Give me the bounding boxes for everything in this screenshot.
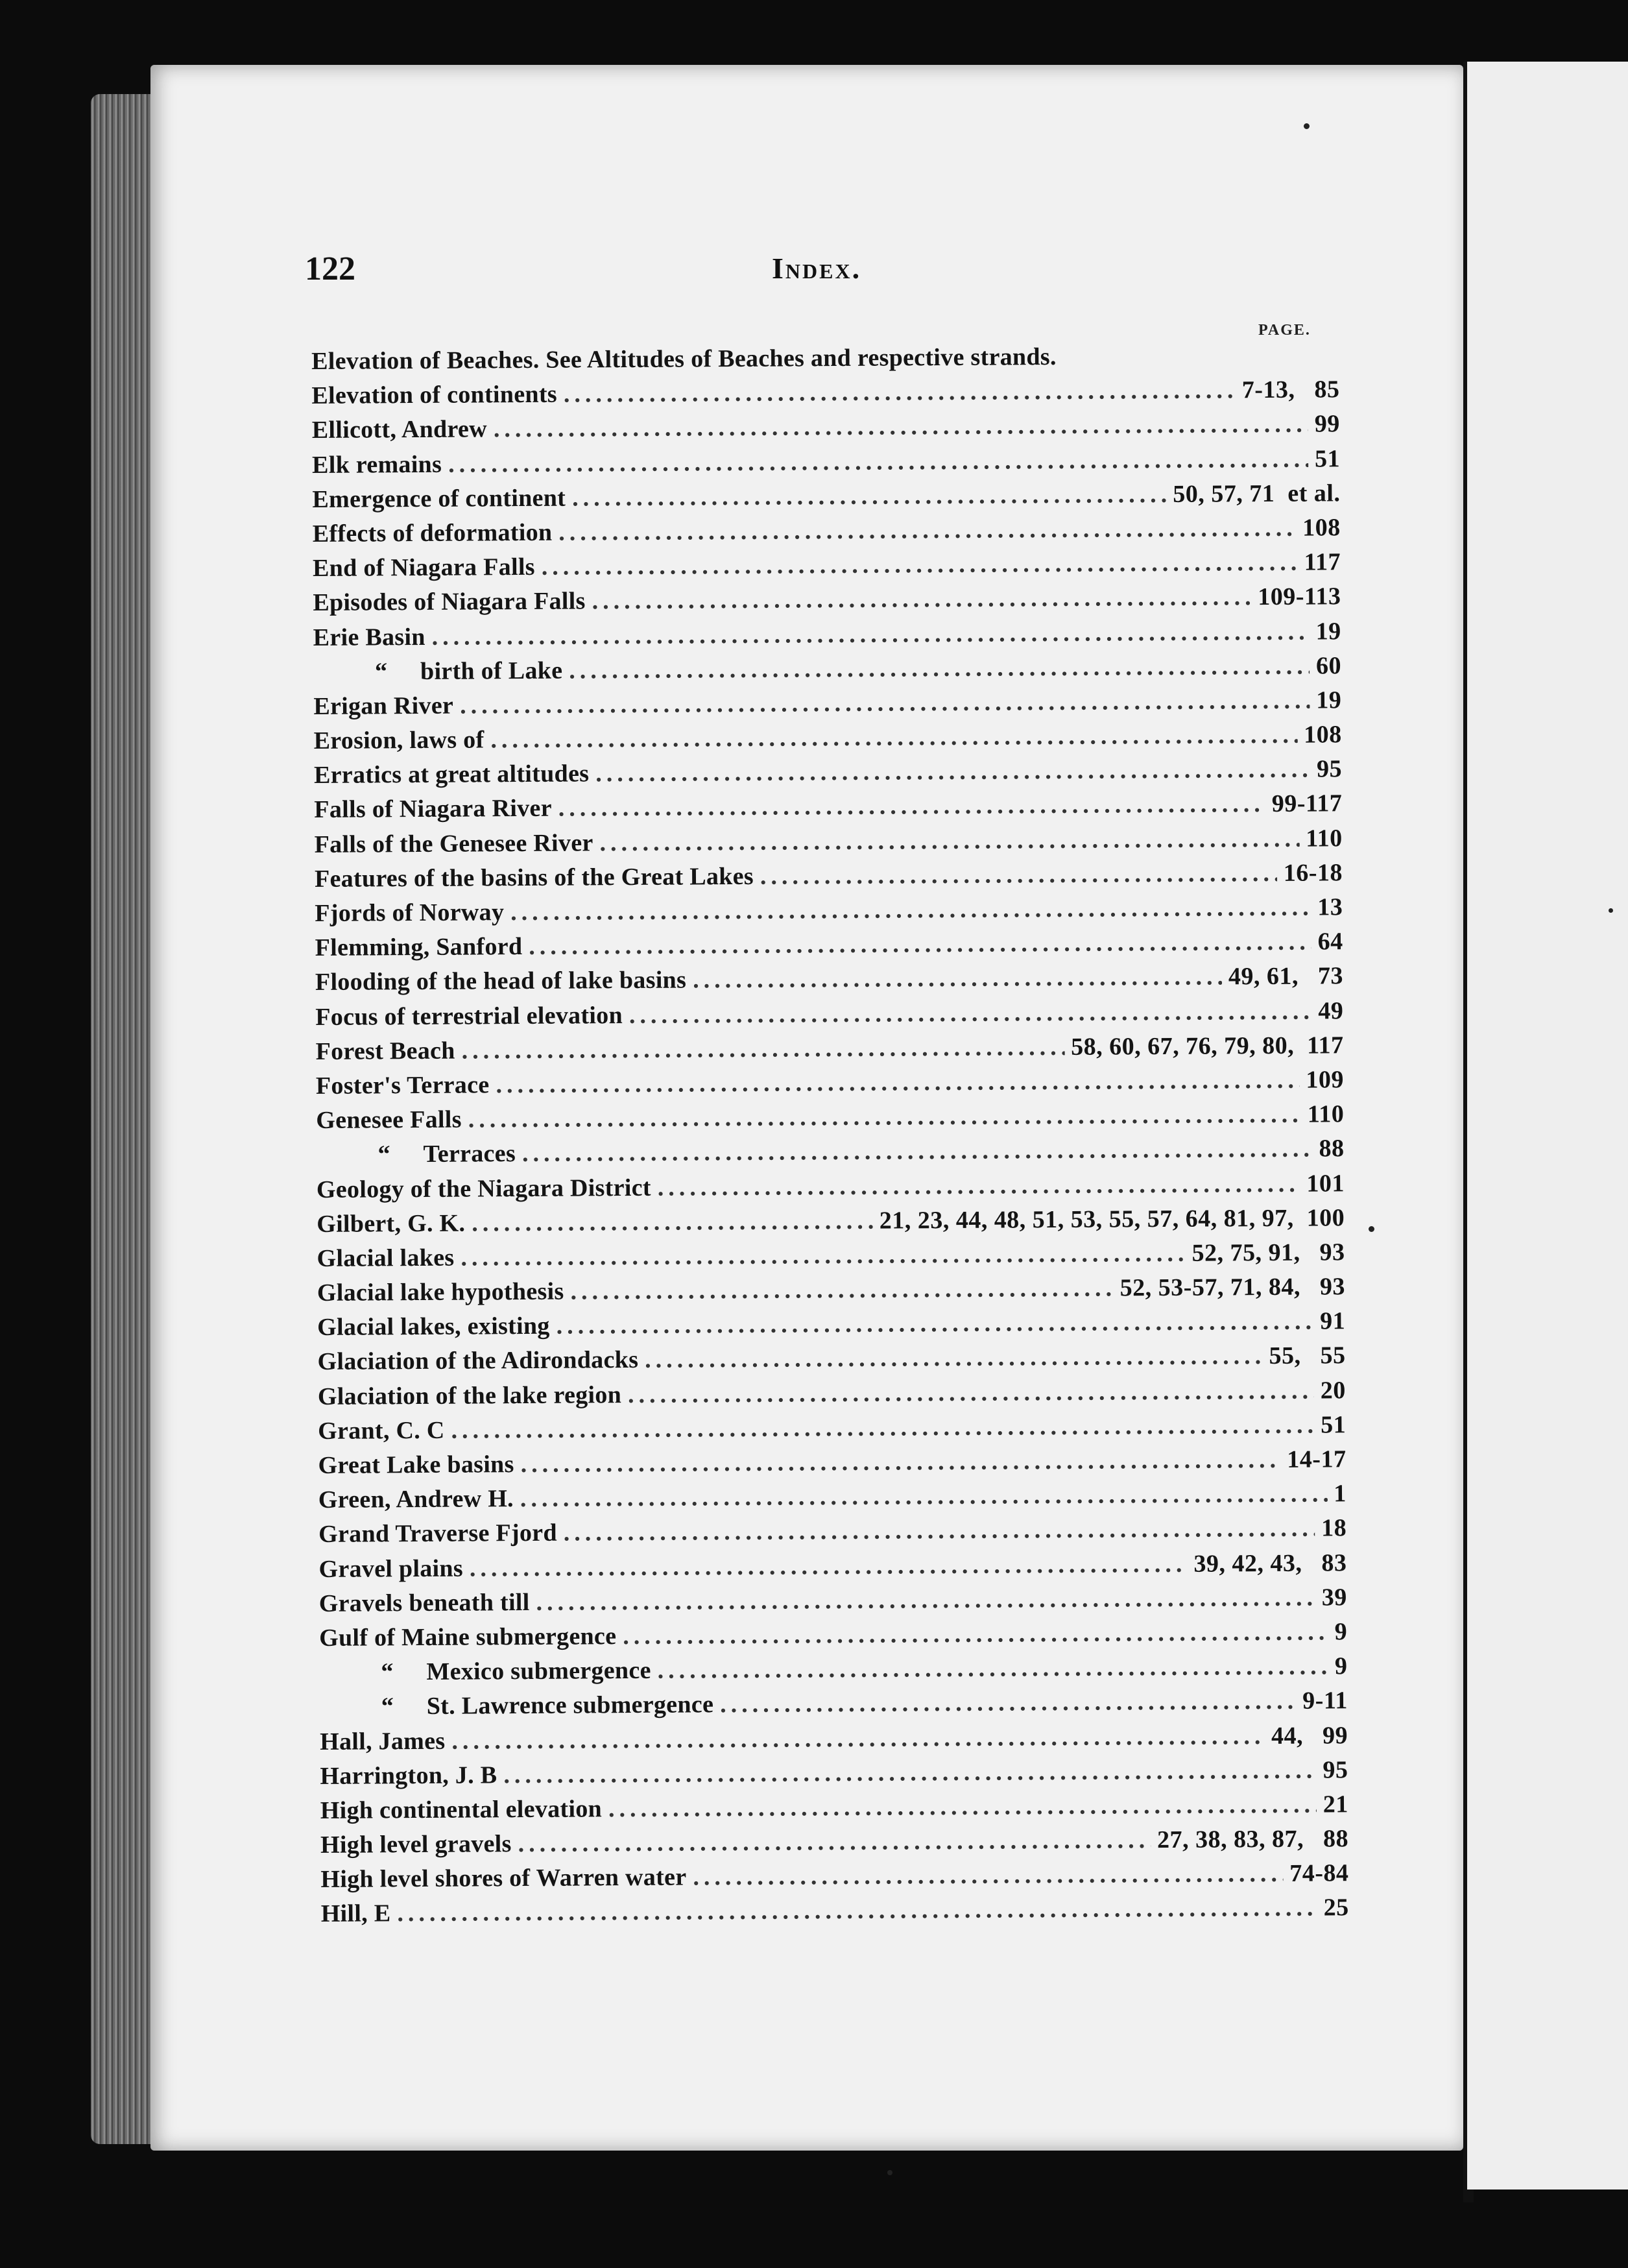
index-entry [318,1549,1347,1589]
index-term-text: Flooding of the head of lake basins [315,966,687,996]
index-term [314,794,552,824]
index-term-text: Fjords of Norway [315,899,505,927]
dot-leader [448,444,1308,478]
index-page-refs: 7-13, 85 [1241,376,1340,404]
index-entry [320,1790,1348,1831]
dot-leader [451,1410,1314,1444]
ditto-mark: “ [374,657,388,686]
index-term-text: Elk remains [311,450,442,479]
index-entry [315,962,1343,1003]
index-term-text: Terraces [423,1140,516,1168]
index-term-text: Emergence of continent [312,484,566,513]
index-entry [315,927,1343,968]
index-entry [315,893,1343,934]
index-term [316,1070,490,1100]
index-term [316,1139,516,1169]
dot-leader [558,790,1265,823]
index-term [315,828,593,859]
index-page-refs: 49, 61, 73 [1228,962,1344,991]
index-page-refs: 88 [1319,1135,1345,1163]
index-page-refs: 99-117 [1271,790,1343,818]
index-term [319,1622,616,1652]
index-entry [321,1894,1349,1935]
index-page-refs: 51 [1321,1411,1347,1439]
index-term [318,1381,621,1411]
index-term-text: Erie Basin [313,623,425,651]
index-term [312,415,487,445]
index-term [315,862,754,893]
index-page-refs: 64 [1317,928,1343,956]
index-term [313,692,453,721]
index-term [313,553,535,583]
index-term-text: Glaciation of the lake region [317,1381,622,1410]
index-term-text: Forest Beach [315,1037,455,1065]
index-entry [320,1721,1348,1762]
dot-leader [432,617,1310,651]
index-term [317,1209,465,1238]
index-term [317,1244,454,1273]
index-entry [313,651,1341,692]
index-term [313,622,425,651]
index-page-refs: 74-84 [1289,1859,1349,1888]
index-term-text: Mexico submergence [426,1656,651,1686]
index-term-text: High continental elevation [320,1795,603,1824]
index-term-text: Hall, James [320,1727,446,1755]
index-term [318,1519,557,1549]
index-page-refs: 108 [1302,514,1341,542]
index-term-text: Episodes of Niagara Falls [313,587,586,617]
index-term-text: Great Lake basins [318,1451,514,1479]
index-page-refs: 9-11 [1302,1687,1348,1715]
index-entry [317,1307,1345,1348]
index-term [313,656,563,686]
index-page-refs: 108 [1304,721,1342,749]
index-term-text: High level shores of Warren water [320,1863,687,1894]
index-entry [314,790,1342,830]
dot-leader [720,1687,1296,1719]
index-term [315,932,523,962]
index-entry [315,996,1343,1037]
index-term-text: Elevation of continents [311,380,558,410]
dot-leader [494,410,1308,444]
index-page-refs: 110 [1307,1100,1345,1128]
dot-leader [542,548,1298,581]
index-entry [317,1272,1345,1313]
index-entry [315,858,1343,899]
dot-leader [518,1826,1151,1858]
running-head: Index. [772,252,862,285]
index-entry [318,1376,1346,1417]
index-term [314,725,485,755]
dot-leader [503,1755,1316,1789]
index-term-text: Grand Traverse Fjord [318,1519,557,1549]
index-term-text: Falls of the Genesee River [314,828,593,858]
index-term-text: Gravel plains [318,1554,464,1583]
index-term [315,1036,455,1065]
index-page-refs: 21 [1323,1791,1348,1818]
index-page-refs: 9 [1334,1652,1348,1680]
index-term [316,1105,462,1135]
index-term [318,1484,514,1514]
index-term-text: Harrington, J. B [320,1761,497,1790]
index-entry [320,1824,1348,1865]
index-term [311,380,557,410]
page-column-heading: PAGE. [1258,322,1311,339]
index-term-text: Focus of terrestrial elevation [315,1001,623,1031]
index-entry [312,444,1340,485]
ditto-mark: “ [377,1140,391,1168]
dot-leader [529,928,1311,961]
index-term [315,1001,623,1031]
dot-leader [520,1480,1328,1514]
index-term [312,450,442,479]
index-entry [319,1652,1347,1693]
index-term-text: birth of Lake [420,657,563,685]
dot-leader [564,1514,1315,1547]
index-term-text: Erigan River [313,692,454,720]
index-entry [318,1479,1347,1520]
scan-speck [1369,1226,1374,1232]
index-entry [317,1203,1345,1244]
dot-leader [570,1274,1113,1306]
index-page-refs: 117 [1304,548,1341,576]
dot-leader [629,996,1312,1029]
index-term [313,587,586,618]
index-term [321,1900,391,1929]
dot-leader [521,1445,1281,1478]
index-page-refs: 55, 55 [1269,1342,1346,1370]
dot-leader [472,1206,873,1237]
index-term-text: Effects of deformation [312,518,553,548]
index-page-refs: 52, 53-57, 71, 84, 93 [1119,1273,1346,1302]
index-entry [320,1755,1348,1796]
index-term [320,1863,686,1894]
index-page-refs: 39, 42, 43, 83 [1193,1549,1347,1578]
index-entry [319,1583,1347,1624]
index-term-text: Glacial lake hypothesis [317,1277,564,1307]
index-page-refs: 51 [1314,444,1341,473]
index-page-refs: 13 [1317,893,1343,921]
index-page-refs: 95 [1316,755,1343,783]
index-entry [311,376,1339,416]
index-entry [314,720,1342,761]
dot-leader [522,1135,1313,1168]
index-page-refs: 21, 23, 44, 48, 51, 53, 55, 57, 64, 81, 97, 100 [879,1203,1345,1235]
index-entry [317,1169,1345,1210]
dot-leader [693,963,1222,995]
scan-speck [1609,908,1613,913]
index-term-text: Glaciation of the Adirondacks [317,1346,639,1376]
index-page-refs: 58, 60, 67, 76, 79, 80, 117 [1071,1031,1344,1061]
index-term [320,1726,446,1755]
index-page-refs: 20 [1320,1376,1346,1405]
index-term [312,483,566,513]
index-page-refs: 9 [1334,1618,1348,1646]
index-entry [317,1238,1345,1279]
index-term-text: Green, Andrew H. [318,1485,514,1514]
index-entry [311,341,1339,381]
index-entry [316,1100,1344,1140]
dot-leader [569,651,1310,684]
index-term-text: Grant, C. C [318,1416,445,1445]
dot-leader [556,1307,1313,1340]
index-page-refs: 25 [1323,1894,1349,1922]
dot-leader [536,1583,1315,1616]
index-term-text: Elevation of Beaches. See Altitudes of Beaches and respective strands. [311,343,1057,375]
index-term-text: Geology of the Niagara District [316,1174,651,1203]
index-entry [313,548,1341,588]
dot-leader [510,893,1311,927]
index-term [317,1277,564,1307]
index-entry [320,1687,1348,1728]
index-page-refs: 91 [1320,1307,1346,1335]
index-term [320,1691,714,1722]
dot-leader [496,1066,1299,1100]
index-term-text: Foster's Terrace [315,1071,490,1100]
dot-leader [558,514,1296,547]
index-term [320,1829,512,1859]
index-term [319,1656,651,1687]
index-page-refs: 109 [1306,1066,1345,1094]
index-entry [316,1135,1344,1176]
dot-leader [468,1100,1301,1134]
dot-leader [592,583,1252,615]
index-term-text: Features of the basins of the Great Lakes [314,862,754,893]
index-term-text: Gilbert, G. K. [317,1209,466,1238]
facing-page-edge [1467,62,1628,2190]
dot-leader [595,755,1310,788]
scan-speck [1304,123,1310,129]
index-term-text: Flemming, Sanford [315,933,523,962]
index-page-refs: 1 [1334,1480,1347,1508]
dot-leader [397,1894,1317,1928]
index-entry [315,824,1343,865]
index-term-text: Erratics at great altitudes [313,760,590,790]
index-term [317,1345,638,1376]
index-page-refs: 99 [1314,410,1340,438]
index-page-refs: 14-17 [1287,1445,1347,1473]
index-term-text: Falls of Niagara River [314,795,552,824]
index-page-refs: 39 [1321,1584,1347,1611]
index-term [318,1554,463,1583]
index-term [320,1761,497,1791]
ditto-mark: “ [381,1658,394,1686]
index-entry [318,1410,1346,1451]
index-term [318,1450,514,1480]
index-page-refs: 27, 38, 83, 87, 88 [1156,1825,1349,1854]
index-page-refs: 52, 75, 91, 93 [1191,1238,1345,1267]
index-term-text: Hill, E [320,1900,391,1928]
index-page-refs: 44, 99 [1271,1721,1348,1750]
index-page-refs: 50, 57, 71 et al. [1173,479,1341,508]
dot-leader [658,1169,1300,1201]
index-entry [318,1445,1346,1486]
index-entry [316,1065,1344,1106]
dot-leader [470,1549,1188,1582]
page-number: 122 [305,250,355,287]
index-term-text: Glacial lakes [317,1244,455,1272]
index-term-text: Erosion, laws of [313,726,485,755]
index-term-text: St. Lawrence submergence [426,1691,714,1720]
index-page-refs: 19 [1316,686,1342,714]
index-entry [313,583,1341,623]
scan-speck [887,2170,892,2175]
dot-leader [628,1376,1314,1408]
index-page-refs: 60 [1315,651,1342,680]
dot-leader [599,824,1299,857]
index-entry [313,617,1341,658]
dot-leader [693,1859,1283,1892]
index-term [313,518,553,548]
index-term [318,1416,445,1445]
dot-leader [645,1342,1263,1375]
index-term-text: End of Niagara Falls [312,553,535,583]
dot-leader [623,1617,1328,1650]
index-page-refs: 19 [1315,617,1341,645]
index-term [315,898,504,928]
index-term [311,343,1057,376]
index-entry [320,1859,1348,1900]
dot-leader [461,1239,1185,1272]
dot-leader [460,686,1310,719]
index-entry [317,1342,1345,1382]
index-entry [313,513,1341,554]
dot-leader [760,859,1277,891]
dot-leader [572,480,1166,513]
index-term [314,760,590,790]
index-page-refs: 109-113 [1258,583,1341,611]
index-page-refs: 49 [1318,996,1344,1025]
dot-leader [451,1722,1265,1755]
dot-leader [658,1652,1329,1685]
index-page-refs: 110 [1306,824,1343,852]
index-term-text: Gravels beneath till [318,1588,530,1617]
index-term-text: Gulf of Maine submergence [319,1623,617,1652]
ditto-mark: “ [381,1693,394,1720]
index-entry [318,1514,1347,1555]
index-term-text: High level gravels [320,1830,512,1859]
index-term [317,1312,550,1342]
index-term [319,1588,530,1618]
index-page-refs: 101 [1306,1169,1345,1198]
dot-leader [608,1790,1317,1823]
index-term [320,1794,603,1825]
index-term-text: Ellicott, Andrew [311,415,488,444]
dot-leader [462,1033,1065,1065]
index-entry [319,1617,1347,1658]
index-entry [315,1031,1343,1072]
index-page-refs: 95 [1323,1755,1348,1784]
dot-leader [490,721,1297,754]
index-entries [311,341,1349,1934]
index-term [315,966,686,996]
page-header [305,250,1336,295]
index-entry [312,410,1340,451]
index-entry [312,479,1340,520]
index-page-refs: 16-18 [1283,859,1343,887]
dot-leader [564,376,1236,408]
index-entry [313,686,1341,727]
index-entry [314,755,1342,796]
index-term [317,1173,651,1203]
index-term-text: Genesee Falls [316,1105,462,1135]
index-term-text: Glacial lakes, existing [317,1312,550,1342]
index-page-refs: 18 [1321,1514,1347,1542]
